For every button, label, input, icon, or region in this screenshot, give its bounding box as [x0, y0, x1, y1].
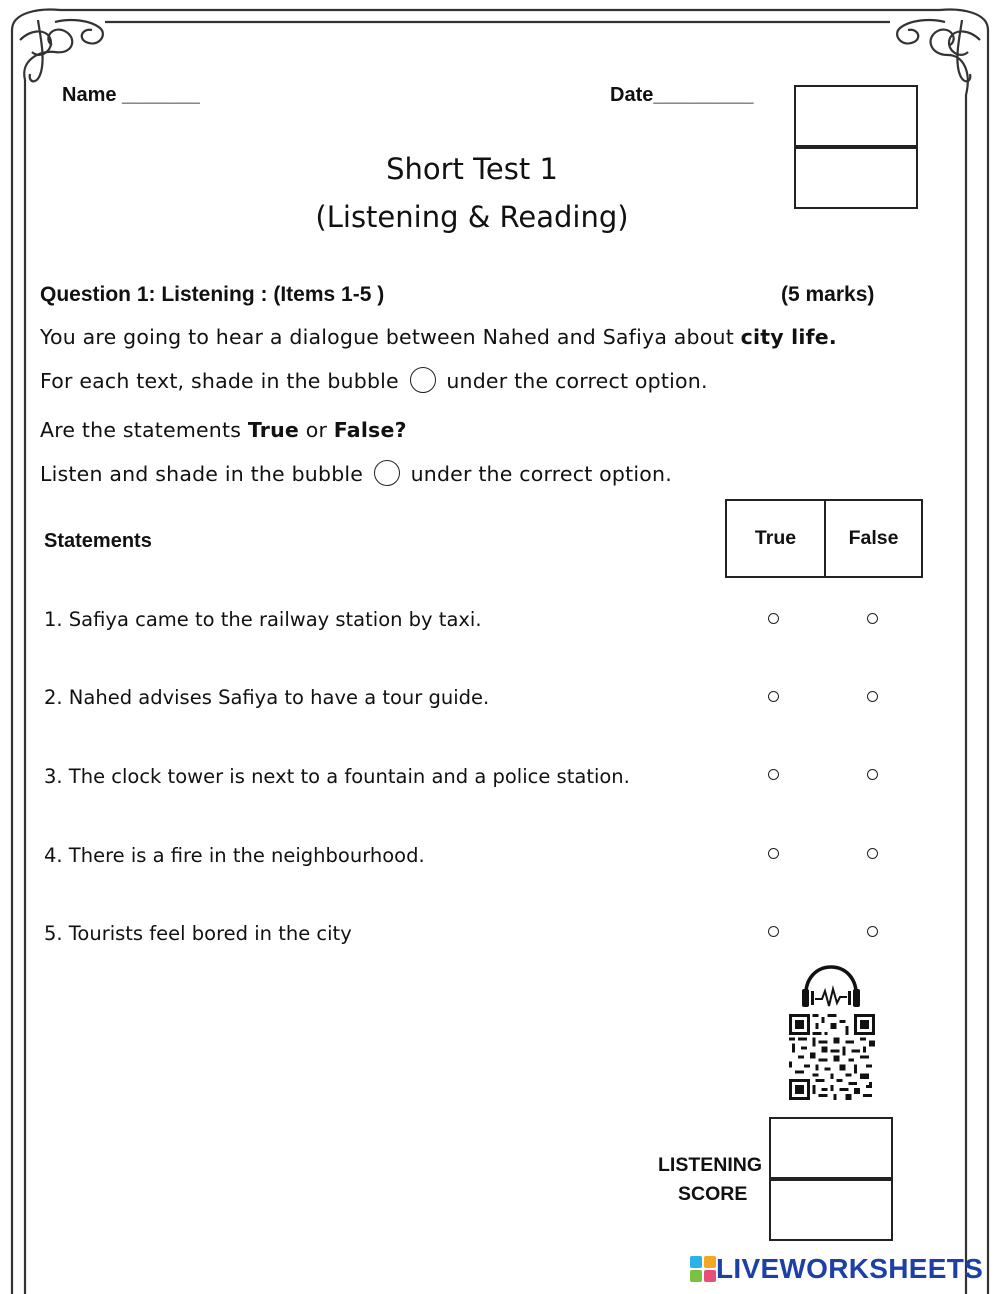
- instruction-intro: [40, 325, 837, 349]
- listening-score-box: [769, 1117, 893, 1241]
- bubble-icon: [410, 367, 436, 393]
- score-box-divider: [796, 145, 916, 149]
- listening-score-divider: [771, 1177, 891, 1181]
- statement-row-5: 5. Tourists feel bored in the city: [44, 922, 352, 945]
- true-column-header: True: [754, 527, 797, 549]
- option-true-bubble-4[interactable]: [768, 848, 779, 859]
- instruction-listen-post: under the correct option.: [410, 462, 672, 486]
- liveworksheets-logo[interactable]: [690, 1253, 983, 1285]
- statement-row-4: 4. There is a fire in the neighbourhood.: [44, 844, 425, 867]
- option-false-bubble-4[interactable]: [867, 848, 878, 859]
- instruction-listen: [40, 460, 672, 486]
- qr-code-icon[interactable]: [789, 1014, 875, 1100]
- question-marks: (5 marks): [781, 283, 875, 306]
- name-field-label: Name _______: [62, 84, 200, 106]
- liveworksheets-brand-text: LIVEWORKSHEETS: [716, 1253, 984, 1284]
- tf-question-or: or: [298, 418, 334, 442]
- statements-header: Statements: [44, 530, 152, 552]
- liveworksheets-logo-icon: [690, 1256, 716, 1282]
- question-heading: Question 1: Listening : (Items 1-5 ): [40, 283, 385, 306]
- option-false-bubble-3[interactable]: [867, 769, 878, 780]
- bubble-icon: [374, 460, 400, 486]
- instruction-true-false: [40, 418, 407, 442]
- option-true-bubble-5[interactable]: [768, 926, 779, 937]
- statement-row-2: 2. Nahed advises Safiya to have a tour guide.: [44, 686, 490, 709]
- instruction-shade: [40, 367, 708, 393]
- date-field-label: Date_________: [610, 84, 754, 106]
- listening-score-label-line2: SCORE: [678, 1183, 748, 1205]
- instruction-shade-pre: For each text, shade in the bubble: [40, 369, 399, 393]
- false-column-header: False: [848, 527, 899, 549]
- headphones-icon: [798, 963, 864, 1013]
- listening-score-label-line1: LISTENING: [658, 1154, 763, 1176]
- option-true-bubble-2[interactable]: [768, 691, 779, 702]
- option-false-bubble-2[interactable]: [867, 691, 878, 702]
- statement-row-1: 1. Safiya came to the railway station by taxi.: [44, 608, 482, 631]
- instruction-listen-pre: Listen and shade in the bubble: [40, 462, 364, 486]
- statement-row-3: 3. The clock tower is next to a fountain and a police station.: [44, 765, 630, 788]
- true-false-header-table: [725, 499, 923, 578]
- tf-question-true: True: [247, 418, 299, 442]
- tf-question-pre: Are the statements: [40, 418, 248, 442]
- option-false-bubble-5[interactable]: [867, 926, 878, 937]
- option-false-bubble-1[interactable]: [867, 613, 878, 624]
- tf-question-false: False?: [333, 418, 407, 442]
- instruction-intro-text: You are going to hear a dialogue between Nahed and Safiya about: [40, 325, 741, 349]
- page-subtitle: (Listening & Reading): [315, 200, 629, 234]
- instruction-intro-topic: city life.: [740, 325, 837, 349]
- option-true-bubble-1[interactable]: [768, 613, 779, 624]
- page-title: Short Test 1: [386, 152, 558, 186]
- option-true-bubble-3[interactable]: [768, 769, 779, 780]
- total-score-box: [794, 85, 918, 209]
- instruction-shade-post: under the correct option.: [446, 369, 708, 393]
